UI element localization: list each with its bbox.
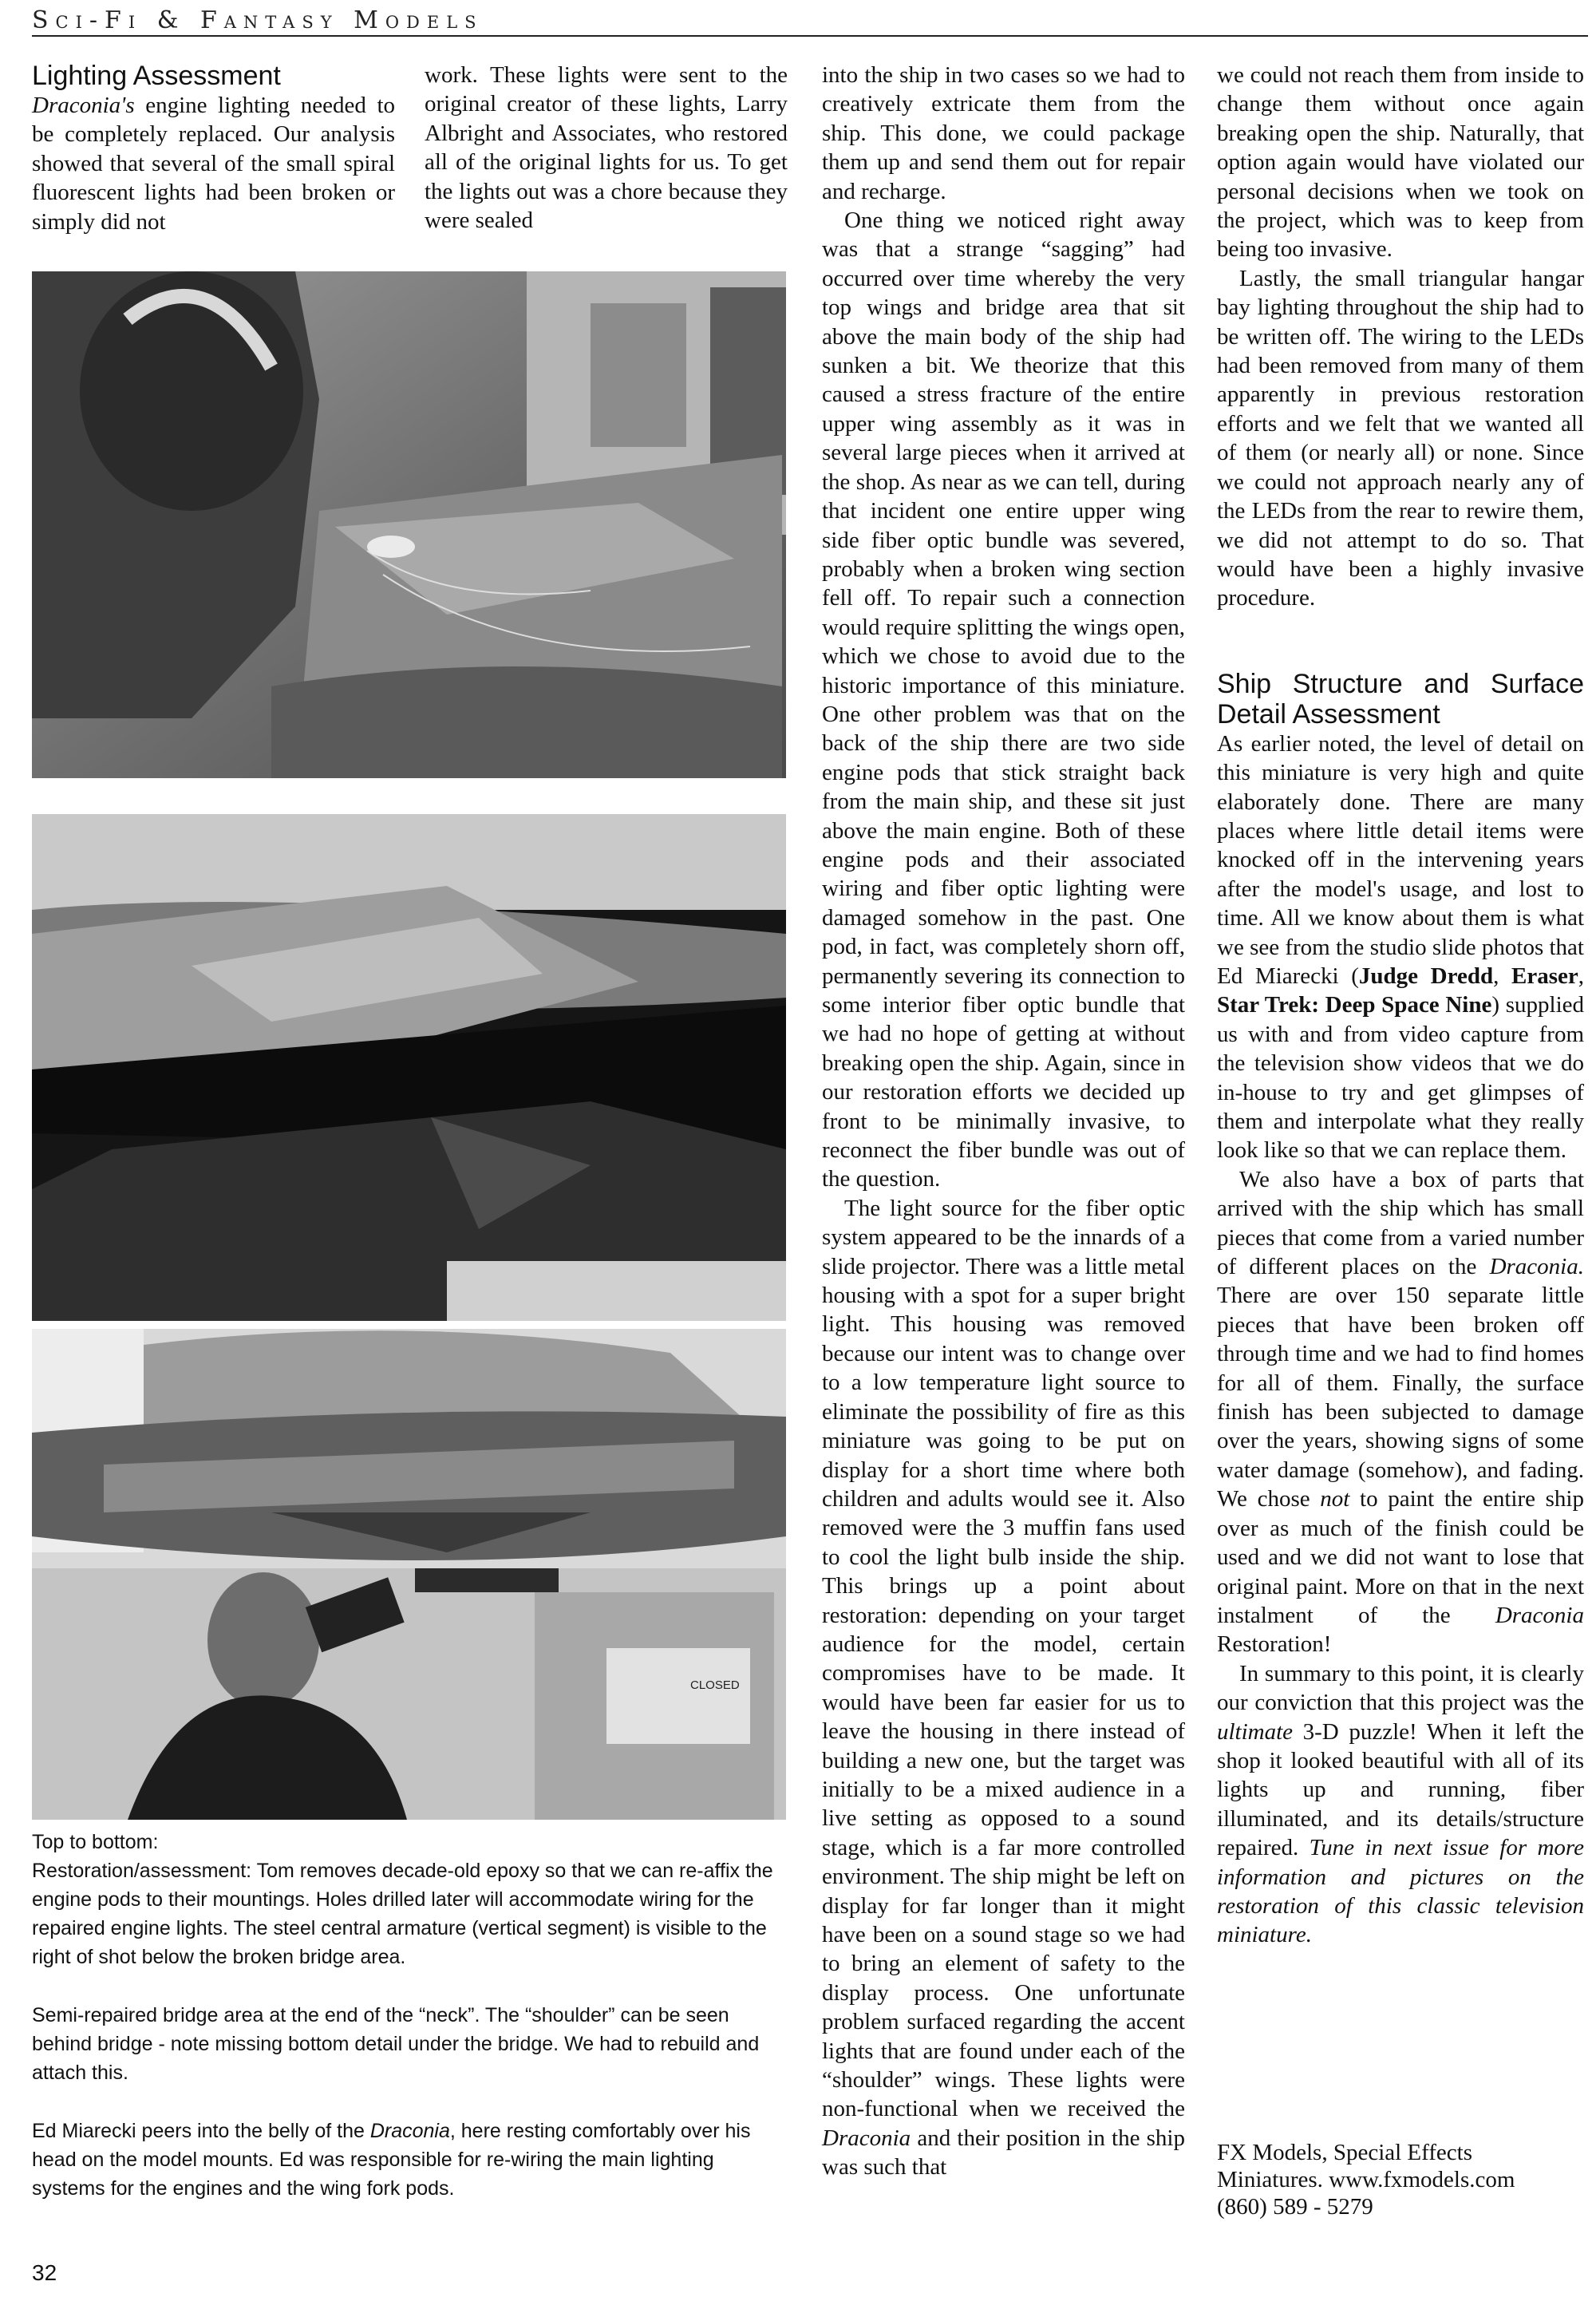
paragraph — [1217, 1659, 1584, 1950]
italic-text: Draconia — [1495, 1602, 1584, 1628]
italic-text: Draconia — [369, 2120, 450, 2142]
caption-2: Semi-repaired bridge area at the end of the “neck”. The “shoulder” can be seen behind bridge - note missing bottom detail under the bridge. We had to rebuild and attach this. — [32, 2004, 760, 2084]
paragraph — [822, 1194, 1185, 2182]
column-4 — [1217, 61, 1584, 1950]
paragraph: into the ship in two cases so we had to creatively extricate them from the ship. This done, we could package them up and send them out for repair and recharge. — [822, 62, 1185, 204]
page-number: 32 — [32, 2260, 57, 2285]
credit-line: (860) 589 - 5279 — [1217, 2194, 1373, 2220]
paragraph — [1217, 729, 1584, 1165]
section-heading-structure: Ship Structure and Surface Detail Assessment — [1217, 668, 1584, 729]
photo-3-image — [32, 1329, 786, 1820]
text-span: , — [1578, 963, 1585, 989]
paragraph — [32, 91, 395, 236]
paragraph — [1217, 1165, 1584, 1659]
photo-ed-miarecki — [32, 1329, 786, 1820]
text-span: to paint the entire ship over as much of the finish could be used and we did not want to lose that original paint. More on that in the next instalment of the — [1217, 1486, 1584, 1628]
closed-sign: CLOSED — [690, 1678, 740, 1692]
running-header: Sci-Fi & Fantasy Models — [32, 6, 484, 34]
text-span: In summary to this point, it is clearly our conviction that this project was the — [1217, 1660, 1584, 1716]
column-3 — [822, 61, 1185, 2182]
photo-2-image — [32, 814, 786, 1321]
text-span: and their position in the ship was such that — [822, 2125, 1185, 2180]
section-heading-lighting: Lighting Assessment — [32, 61, 281, 91]
text-span: As earlier noted, the level of detail on this miniature is very high and quite elaborately done. There are many places where little detail items were knocked off in the intervening years after the model's usage, and lost to time. All we know about them is what we see from the studio slide photos that Ed Miarecki ( — [1217, 730, 1584, 989]
bold-text: Judge Dredd — [1358, 963, 1494, 989]
text-span: Restoration! — [1217, 1631, 1332, 1658]
text-span: 3-D puzzle! When it left the shop it looked beautiful with all of its lights up and running, fiber illuminated, and its details/structure repaired. — [1217, 1718, 1584, 1861]
caption-1: Restoration/assessment: Tom removes decade-old epoxy so that we can re-affix the engine pods to their mountings. Holes drilled later will accommodate wiring for the repaired engine lights. The steel central armature (vertical segment) is visible to the right of shot below the broken bridge area. — [32, 1860, 773, 1968]
column-2 — [425, 61, 788, 235]
text-span: There are over 150 separate little pieces that have been broken off through time and we had to find homes for all of them. Finally, the surface finish has been subjected to damage over the years, showing signs of some water damage (somehow), and fading. We chose — [1217, 1283, 1584, 1512]
text-span: The light source for the fiber optic system appeared to be the innards of a slide projector. There was a little metal housing with a spot for a super bright light. This housing was removed because our intent was to change over to a low temperature light source to eliminate the possibility of fire as this miniature was going to be put on display for a short time where both children and adults would see it. Also removed were the 3 muffin fans used to cool the light bulb inside the ship. This brings up a point about restoration: depending on your target audience for the model, certain compromises have to be made. It would have been far easier for us to leave the housing in there instead of building a new one, but the target was initially to be a mixed audience in a live setting as opposed to a sound stage, which is a far more controlled environment. The ship might be left on display for far longer than it might have been on a sound stage so we had to bring an element of safety to the display process. One unfortunate problem surfaced regarding the accent lights that are found under each of the “shoulder” wings. These lights were non-functional when we received the — [822, 1195, 1185, 2122]
photo-caption — [32, 1828, 786, 2232]
credit-line: Miniatures. www.fxmodels.com — [1217, 2167, 1515, 2192]
italic-text: Tune in next issue for more information and pictures on the restoration of this classic television miniature. — [1217, 1835, 1584, 1948]
header-rule — [32, 35, 1588, 37]
italic-text: Draconia's — [32, 93, 135, 118]
italic-text: Draconia. — [1489, 1254, 1584, 1280]
photo-bridge-neck — [32, 814, 786, 1321]
text-span: , — [1493, 963, 1512, 989]
paragraph: work. These lights were sent to the original creator of these lights, Larry Albright and Associates, who restored all of the original lights for us. To get the lights out was a chore because they were sealed — [425, 62, 788, 234]
text-span: engine lighting needed to be completely replaced. Our analysis showed that several of the small spiral fluorescent lights had been broken or simply did not — [32, 93, 395, 235]
italic-text: Draconia — [822, 2125, 911, 2151]
paragraph: Lastly, the small triangular hangar bay lighting throughout the ship had to be written off. The wiring to the LEDs had been removed from many of them apparently in previous restoration efforts and we felt that we wanted all of them (or nearly all) or none. Since we could not approach nearly any of the LEDs from the rear to rewire them, we did not attempt to do so. That would have been a highly invasive procedure. — [1217, 265, 1584, 611]
italic-text: not — [1320, 1486, 1350, 1512]
credit-line: FX Models, Special Effects — [1217, 2140, 1473, 2165]
text-span: , here resting comfortably over his head on the model mounts. Ed was responsible for re-wiring the main lighting systems for the engines and the wing fork pods. — [32, 2120, 751, 2200]
photo-1-image — [32, 271, 786, 778]
caption-intro: Top to bottom: — [32, 1831, 159, 1853]
bold-text: Eraser — [1511, 963, 1578, 989]
italic-text: ultimate — [1217, 1718, 1294, 1745]
contact-credit — [1217, 2139, 1584, 2220]
text-span: We also have a box of parts that arrived with the ship which has small pieces that come from a varied number of different places on the — [1217, 1166, 1584, 1280]
column-1 — [32, 61, 395, 236]
paragraph: we could not reach them from inside to change them without once again breaking open the ship. Naturally, that option again would have violated our personal decisions when we took on the project, which was to keep from being too invasive. — [1217, 62, 1584, 263]
paragraph: One thing we noticed right away was that a strange “sagging” had occurred over time whereby the very top wings and bridge area that sit above the main body of the ship had sunken a bit. We theorize that this caused a stress fracture of the entire upper wing assembly as it was in several large pieces when it arrived at the shop. As near as we can tell, during that incident one entire upper wing side fiber optic bundle was severed, probably when a broken wing section fell off. To repair such a connection would require splitting the wings open, which we chose to avoid due to the historic importance of this miniature. One other problem was that on the back of the ship there are two side engine pods that stick straight back from the main ship, and these sit just above the main engine. Both of these engine pods and their associated wiring and fiber optic lighting were damaged somehow in the past. One pod, in fact, was completely shorn off, permanently severing its connection to some interior fiber optic bundle that we had no hope of getting at without breaking open the ship. Again, since in our restoration efforts we decided up front to be minimally invasive, to reconnect the fiber bundle was out of the question. — [822, 208, 1185, 1192]
text-span: Ed Miarecki peers into the belly of the — [32, 2120, 370, 2142]
text-span: ) supplied us with and from video capture from the television show videos that we do in-house to try and get glimpses of them and interpolate what they really look like so that we can replace them. — [1217, 992, 1584, 1164]
bold-text: Star Trek: Deep Space Nine — [1217, 992, 1492, 1018]
caption-3 — [32, 2117, 786, 2203]
photo-tom-epoxy — [32, 271, 786, 778]
